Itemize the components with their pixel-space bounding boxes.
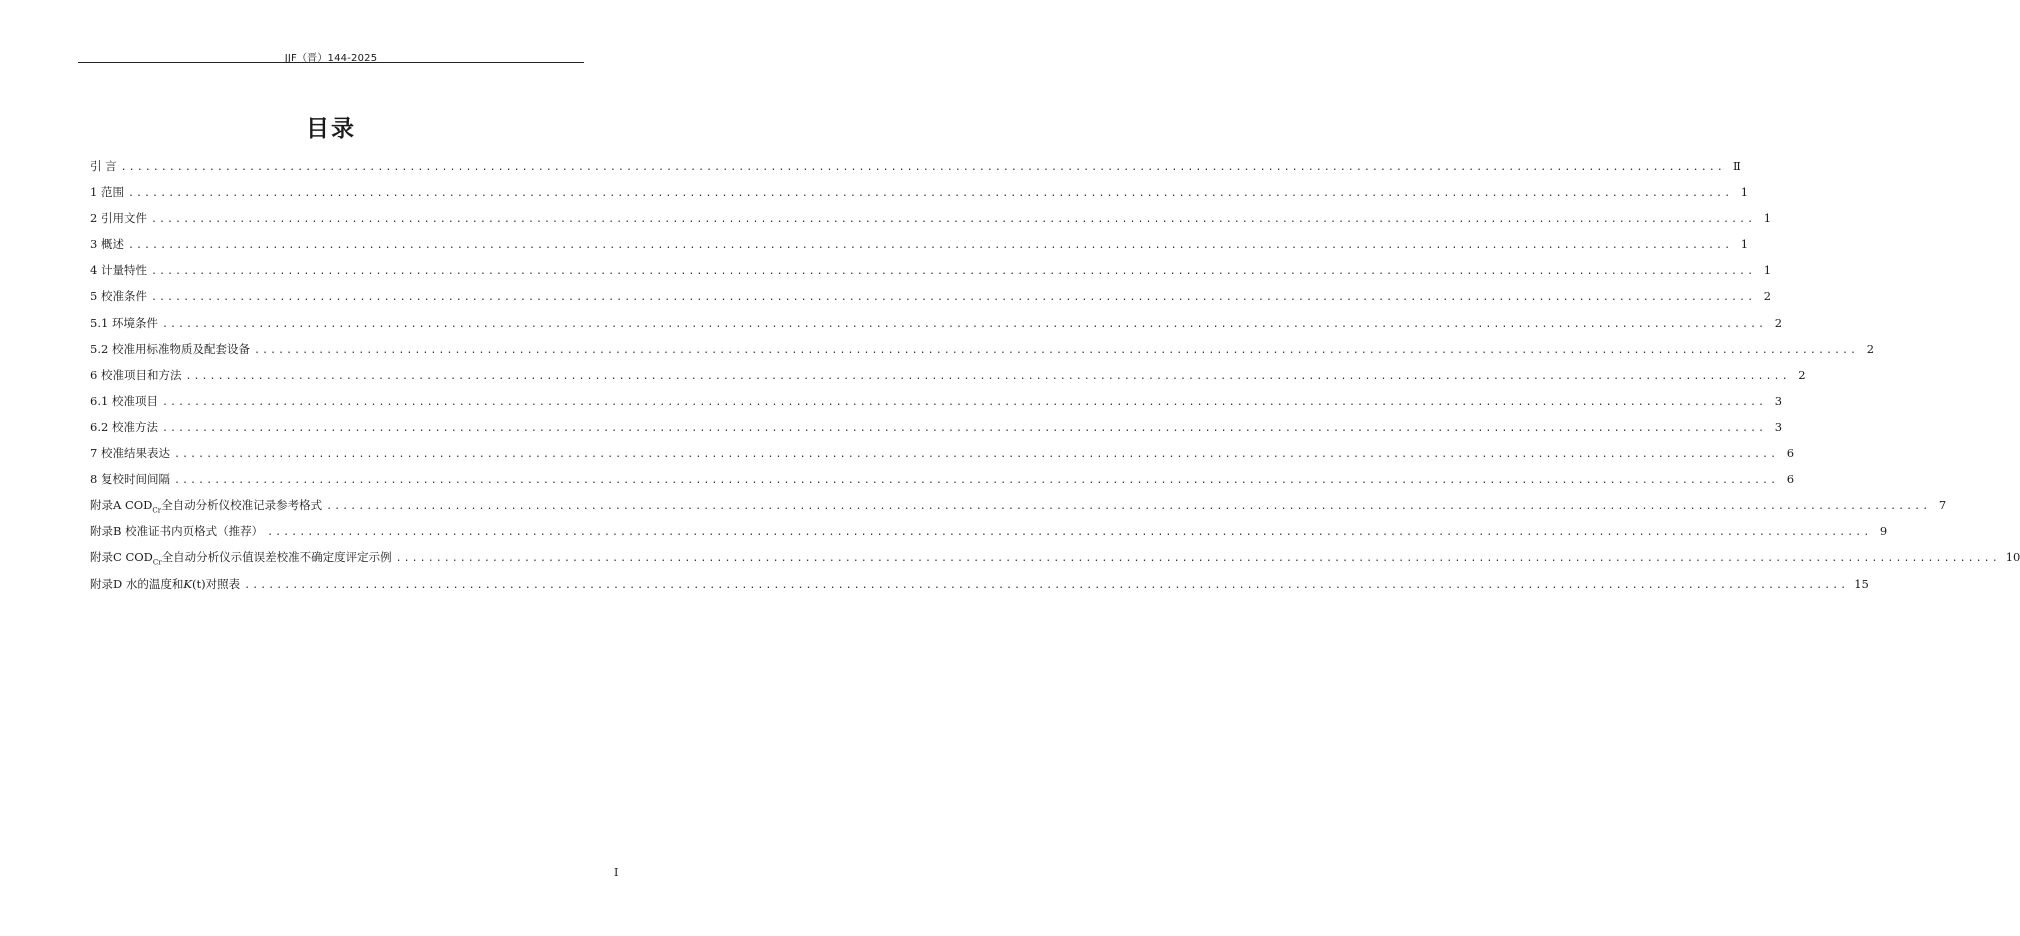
toc-leader-dots: ........................................................................................................................................................................................................: [150, 292, 1756, 304]
toc-entry-page: 2: [1774, 315, 1783, 330]
toc-entry[interactable]: [90, 544, 2020, 570]
toc-leader-dots: ........................................................................................................................................................................................................: [127, 188, 1733, 200]
toc-entry-label: 附录D 水的温度和K(t)对照表: [90, 576, 241, 591]
toc-entry-page: 1: [1740, 185, 1749, 200]
toc-entry-page: 9: [1879, 524, 1888, 539]
toc-leader-dots: ........................................................................................................................................................................................................: [161, 422, 1767, 434]
toc-entry-label: 8 复校时间间隔: [90, 472, 170, 487]
toc-entry-label: 6.2 校准方法: [90, 419, 158, 434]
toc-entry-page: 6: [1786, 446, 1795, 461]
toc-leader-dots: ........................................................................................................................................................................................................: [150, 214, 1756, 226]
toc-entry-label: 5 校准条件: [90, 289, 147, 304]
toc-leader-dots: ........................................................................................................................................................................................................: [127, 240, 1733, 252]
toc-entry-label: 附录A $COD_{Cr}$全自动分析仪校准记录参考格式: [90, 498, 323, 515]
toc-entry[interactable]: [90, 231, 1749, 257]
toc-entry[interactable]: [90, 414, 1783, 440]
toc-leader-dots: ........................................................................................................................................................................................................: [161, 396, 1767, 408]
toc-leader-dots: ........................................................................................................................................................................................................: [173, 449, 1779, 461]
toc-entry[interactable]: [90, 518, 1888, 544]
toc-entry-page: 1: [1740, 237, 1749, 252]
toc-leader-dots: ........................................................................................................................................................................................................: [267, 527, 1872, 539]
toc-leader-dots: ........................................................................................................................................................................................................: [185, 370, 1790, 382]
toc-leader-dots: ........................................................................................................................................................................................................: [253, 344, 1859, 356]
toc-entry-page: 3: [1774, 419, 1783, 434]
toc-entry-page: 6: [1786, 472, 1795, 487]
running-header: JJF（晋）144-2025: [284, 53, 378, 64]
toc-entry-label: 3 概述: [90, 237, 124, 252]
toc-entry-page: 2: [1763, 289, 1772, 304]
table-of-contents: [90, 153, 2020, 597]
toc-entry-label: 2 引用文件: [90, 211, 147, 226]
page-title: 目录: [306, 116, 356, 142]
toc-entry-label: 7 校准结果表达: [90, 446, 170, 461]
toc-entry-label: 6 校准项目和方法: [90, 367, 182, 382]
toc-entry-page: 2: [1798, 367, 1806, 382]
toc-leader-dots: ........................................................................................................................................................................................................: [395, 553, 2000, 565]
toc-entry[interactable]: [90, 257, 1772, 283]
toc-entry[interactable]: [90, 283, 1772, 309]
toc-entry[interactable]: [90, 205, 1772, 231]
toc-entry[interactable]: [90, 571, 1869, 597]
toc-entry-label: 4 计量特性: [90, 263, 147, 278]
toc-entry-label: 附录C $COD_{Cr}$全自动分析仪示值误差校准不确定度评定示例: [90, 550, 392, 567]
toc-entry-label: 附录B 校准证书内页格式（推荐）: [90, 524, 264, 539]
toc-entry[interactable]: [90, 492, 1947, 518]
toc-leader-dots: ........................................................................................................................................................................................................: [244, 579, 1849, 591]
toc-entry-label: 1 范围: [90, 185, 124, 200]
toc-entry-page: 10: [2005, 550, 2020, 565]
toc-entry-page: 3: [1774, 393, 1783, 408]
toc-entry-label: 5.2 校准用标准物质及配套设备: [90, 341, 250, 356]
toc-entry[interactable]: [90, 336, 1875, 362]
toc-entry-page: 7: [1938, 498, 1947, 513]
toc-leader-dots: ........................................................................................................................................................................................................: [120, 162, 1725, 173]
toc-entry[interactable]: [90, 179, 1749, 205]
toc-entry[interactable]: [90, 153, 1741, 179]
toc-entry-label: 5.1 环境条件: [90, 315, 158, 330]
toc-entry[interactable]: [90, 440, 1795, 466]
toc-leader-dots: ........................................................................................................................................................................................................: [173, 475, 1779, 487]
toc-entry[interactable]: [90, 466, 1795, 492]
toc-entry-page: Ⅱ: [1732, 159, 1741, 173]
toc-leader-dots: ........................................................................................................................................................................................................: [326, 501, 1931, 513]
toc-entry-page: 1: [1763, 263, 1772, 278]
toc-entry[interactable]: [90, 388, 1783, 414]
toc-entry[interactable]: [90, 310, 1783, 336]
toc-leader-dots: ........................................................................................................................................................................................................: [150, 266, 1756, 278]
header-rule: [78, 62, 584, 63]
toc-entry-page: 1: [1763, 211, 1772, 226]
toc-leader-dots: ........................................................................................................................................................................................................: [161, 318, 1767, 330]
toc-entry-page: 15: [1854, 576, 1869, 591]
toc-entry-label: 6.1 校准项目: [90, 393, 158, 408]
toc-entry-label: 引 言: [90, 159, 117, 173]
toc-entry[interactable]: [90, 362, 1806, 388]
page-number: I: [614, 866, 619, 879]
toc-entry-page: 2: [1866, 341, 1875, 356]
